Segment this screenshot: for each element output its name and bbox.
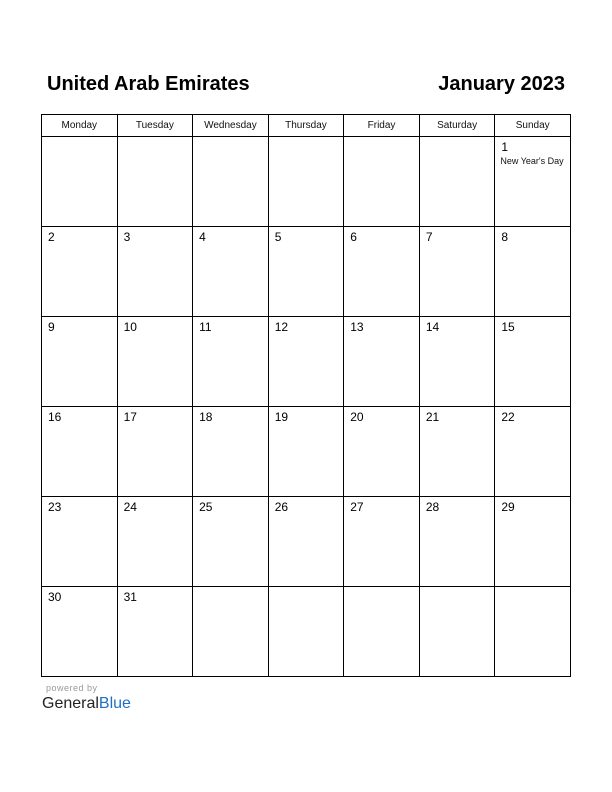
- day-cell: [268, 407, 344, 497]
- weekday-header-row: [42, 115, 571, 137]
- day-cell: [495, 227, 571, 317]
- day-number: 10: [123, 320, 137, 334]
- day-cell: [193, 227, 269, 317]
- day-number: 1: [501, 140, 509, 154]
- weekday-thursday: Thursday: [268, 115, 344, 137]
- day-number: 22: [501, 410, 515, 424]
- day-number: 17: [123, 410, 137, 424]
- day-number: 6: [350, 230, 357, 244]
- brand-general-text: General: [42, 695, 99, 712]
- day-cell: [42, 227, 118, 317]
- week-row: [42, 137, 571, 227]
- day-cell: [42, 137, 118, 227]
- day-cell: [495, 137, 571, 227]
- generalblue-logo[interactable]: [42, 694, 131, 714]
- calendar-body: [42, 137, 571, 677]
- day-cell: [268, 497, 344, 587]
- week-row: [42, 587, 571, 677]
- day-cell: [117, 317, 193, 407]
- day-number: [42, 137, 117, 140]
- day-number: 7: [425, 230, 433, 244]
- day-number: [193, 137, 268, 140]
- day-cell: [268, 137, 344, 227]
- day-number: 23: [48, 500, 62, 514]
- day-number: [420, 587, 495, 590]
- day-number: 14: [425, 320, 440, 334]
- day-number: 31: [123, 590, 137, 604]
- week-row: [42, 317, 571, 407]
- day-cell: [193, 317, 269, 407]
- day-cell: [419, 497, 495, 587]
- day-cell: [268, 317, 344, 407]
- month-year-title: January 2023: [438, 73, 565, 95]
- brand-blue-text: Blue: [98, 695, 131, 712]
- day-cell: [117, 497, 193, 587]
- day-cell: [193, 587, 269, 677]
- day-cell: [193, 497, 269, 587]
- weekday-wednesday: Wednesday: [193, 115, 269, 137]
- day-number: 16: [48, 410, 62, 424]
- day-cell: [344, 407, 420, 497]
- country-title: United Arab Emirates: [47, 73, 250, 95]
- day-number: [344, 137, 419, 140]
- day-number: [193, 587, 268, 590]
- calendar-grid: [41, 114, 571, 677]
- day-cell: [42, 497, 118, 587]
- day-cell: [344, 227, 420, 317]
- weekday-sunday: Sunday: [495, 115, 571, 137]
- day-number: 4: [199, 230, 206, 244]
- weekday-friday: Friday: [344, 115, 420, 137]
- day-number: 28: [425, 500, 440, 514]
- powered-by-label: powered by: [46, 683, 98, 693]
- weekday-saturday: Saturday: [419, 115, 495, 137]
- day-cell: [117, 587, 193, 677]
- day-cell: [344, 497, 420, 587]
- day-number: 15: [501, 320, 515, 334]
- day-number: 27: [350, 500, 364, 514]
- day-number: [269, 137, 344, 140]
- week-row: [42, 407, 571, 497]
- day-cell: [419, 587, 495, 677]
- day-cell: [495, 497, 571, 587]
- day-cell: [344, 317, 420, 407]
- day-number: 19: [274, 410, 289, 424]
- day-number: [495, 587, 570, 590]
- day-number: 24: [123, 500, 137, 514]
- day-cell: [42, 587, 118, 677]
- day-cell: [495, 587, 571, 677]
- day-cell: [344, 587, 420, 677]
- day-number: [269, 587, 344, 590]
- day-number: 20: [350, 410, 364, 424]
- day-cell: [193, 407, 269, 497]
- day-number: 9: [48, 320, 55, 334]
- day-cell: [117, 137, 193, 227]
- day-cell: [495, 317, 571, 407]
- day-number: [420, 137, 495, 140]
- day-number: [344, 587, 419, 590]
- day-number: 3: [123, 230, 131, 244]
- day-cell: [419, 407, 495, 497]
- weekday-tuesday: Tuesday: [117, 115, 193, 137]
- day-number: 8: [501, 230, 509, 244]
- day-number: 29: [501, 500, 515, 514]
- day-number: [118, 137, 193, 140]
- day-cell: [268, 587, 344, 677]
- day-number: 13: [350, 320, 364, 334]
- day-cell: [117, 407, 193, 497]
- weekday-monday: Monday: [42, 115, 118, 137]
- week-row: [42, 227, 571, 317]
- day-cell: [268, 227, 344, 317]
- day-cell: [419, 317, 495, 407]
- day-number: 26: [274, 500, 289, 514]
- day-cell: [419, 227, 495, 317]
- day-number: 25: [199, 500, 213, 514]
- day-number: 5: [274, 230, 282, 244]
- day-cell: [193, 137, 269, 227]
- day-cell: [42, 407, 118, 497]
- day-number: 11: [199, 320, 212, 334]
- day-cell: [419, 137, 495, 227]
- day-number: 30: [48, 590, 62, 604]
- day-cell: [42, 317, 118, 407]
- day-number: 21: [425, 410, 440, 424]
- day-number: 2: [48, 230, 55, 244]
- day-number: 12: [274, 320, 289, 334]
- day-cell: [495, 407, 571, 497]
- day-cell: [344, 137, 420, 227]
- week-row: [42, 497, 571, 587]
- day-cell: [117, 227, 193, 317]
- day-number: 18: [199, 410, 213, 424]
- holiday-label: New Year's Day: [500, 156, 564, 166]
